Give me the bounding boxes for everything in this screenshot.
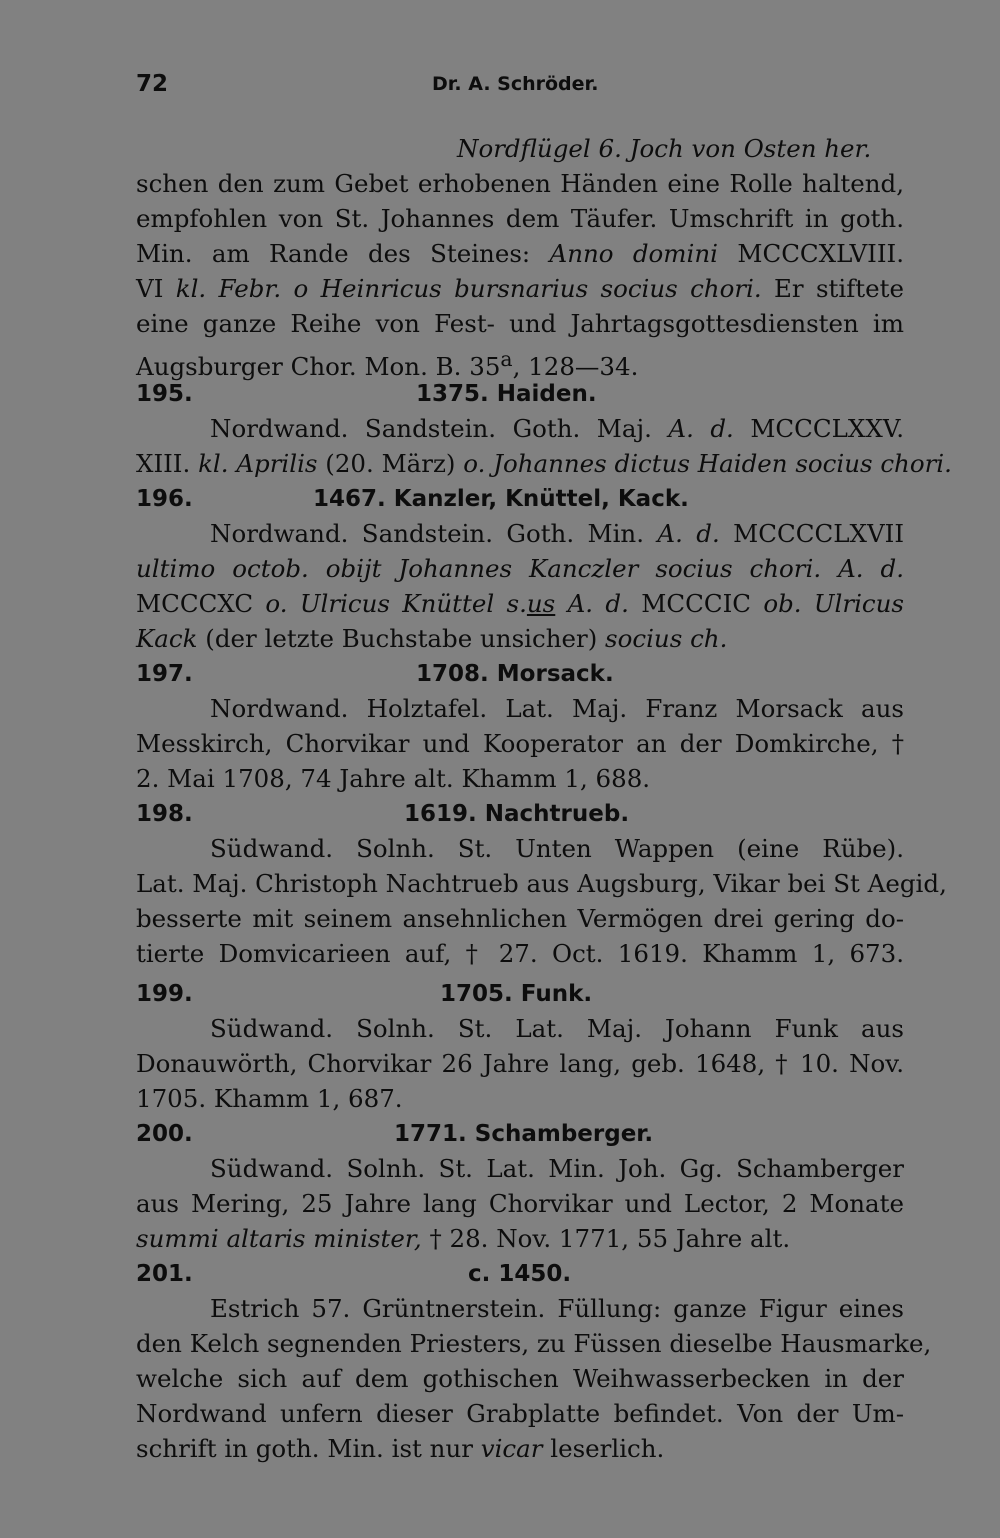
entry-heading [136, 1256, 904, 1292]
entry-number: 199. [136, 981, 193, 1007]
text-line: VI kl. Febr. o Heinricus bursnarius socius chori. Er stiftete [136, 274, 904, 303]
text-line: Nordflügel 6. Joch von Osten her. [457, 134, 872, 163]
entry-year-and-name: 1708. Morsack. [416, 661, 614, 687]
entry-year-and-name: 1375. Haiden. [416, 381, 597, 407]
entry-heading [136, 1116, 904, 1152]
entry-year-and-name: 1771. Schamberger. [394, 1121, 654, 1147]
text-line: summi altaris minister, † 28. Nov. 1771, 55 Jahre alt. [136, 1224, 791, 1253]
text-line: Min. am Rande des Steines: Anno domini MCCCXLVIII. [136, 239, 905, 268]
entry-number: 196. [136, 486, 193, 512]
text-line: schen den zum Gebet erhobenen Händen eine Rolle haltend, [136, 169, 904, 198]
text-line: Estrich 57. Grüntnerstein. Füllung: ganze Figur eines [210, 1294, 904, 1323]
text-line: Nordwand. Holztafel. Lat. Maj. Franz Morsack aus [210, 694, 904, 723]
text-line: aus Mering, 25 Jahre lang Chorvikar und Lector, 2 Monate [136, 1189, 904, 1218]
text-line: Südwand. Solnh. St. Unten Wappen (eine Rübe). [210, 834, 904, 863]
text-line: Kack (der letzte Buchstabe unsicher) socius ch. [136, 624, 728, 653]
entry-heading [136, 976, 904, 1012]
text-line: schrift in goth. Min. ist nur vicar leserlich. [136, 1434, 665, 1463]
text-line: ultimo octob. obijt Johannes Kanczler socius chori. A. d. [136, 554, 904, 583]
text-line: Nordwand. Sandstein. Goth. Maj. A. d. MCCCLXXV. [210, 414, 904, 443]
text-line: 2. Mai 1708, 74 Jahre alt. Khamm 1, 688. [136, 764, 651, 793]
entry-year-and-name: 1705. Funk. [440, 981, 593, 1007]
text-line: empfohlen von St. Johannes dem Täufer. Umschrift in goth. [136, 204, 904, 233]
text-line: XIII. kl. Aprilis (20. März) o. Johannes dictus Haiden socius chori. [136, 449, 952, 478]
text-line: den Kelch segnenden Priesters, zu Füssen dieselbe Hausmarke, [136, 1329, 932, 1358]
text-line: Lat. Maj. Christoph Nachtrueb aus Augsburg, Vikar bei St Aegid, [136, 869, 947, 898]
entry-heading [136, 796, 904, 832]
entry-year-and-name: 1467. Kanzler, Knüttel, Kack. [313, 486, 689, 512]
text-line: MCCCXC o. Ulricus Knüttel s.us A. d. MCCCIC ob. Ulricus [136, 589, 905, 618]
text-line: eine ganze Reihe von Fest- und Jahrtagsgottesdiensten im [136, 309, 904, 338]
entry-heading [136, 481, 904, 517]
text-line: welche sich auf dem gothischen Weihwasserbecken in der [136, 1364, 904, 1393]
entry-number: 200. [136, 1121, 193, 1147]
text-line: Augsburger Chor. Mon. B. 35$^a$, 128—34. [136, 347, 639, 382]
text-line: Südwand. Solnh. St. Lat. Min. Joh. Gg. Schamberger [210, 1154, 904, 1183]
entry-number: 201. [136, 1261, 193, 1287]
entry-number: 197. [136, 661, 193, 687]
text-line: Südwand. Solnh. St. Lat. Maj. Johann Funk aus [210, 1014, 904, 1043]
entry-heading [136, 656, 904, 692]
text-line: tierte Domvicarieen auf, † 27. Oct. 1619. Khamm 1, 673. [136, 939, 904, 968]
running-title: Dr. A. Schröder. [432, 73, 599, 95]
text-line: Donauwörth, Chorvikar 26 Jahre lang, geb. 1648, † 10. Nov. [136, 1049, 904, 1078]
entry-year-and-name: 1619. Nachtrueb. [404, 801, 630, 827]
entry-number: 195. [136, 381, 193, 407]
entry-heading [136, 376, 904, 412]
text-line: besserte mit seinem ansehnlichen Vermögen drei gering do- [136, 904, 904, 933]
text-line: Nordwand. Sandstein. Goth. Min. A. d. MCCCCLXVII [210, 519, 904, 548]
entry-number: 198. [136, 801, 193, 827]
entry-year-and-name: c. 1450. [468, 1261, 572, 1287]
text-line: 1705. Khamm 1, 687. [136, 1084, 403, 1113]
text-line: Messkirch, Chorvikar und Kooperator an der Domkirche, † [136, 729, 904, 758]
text-line: Nordwand unfern dieser Grabplatte befindet. Von der Um- [136, 1399, 904, 1428]
page-number: 72 [136, 71, 169, 97]
